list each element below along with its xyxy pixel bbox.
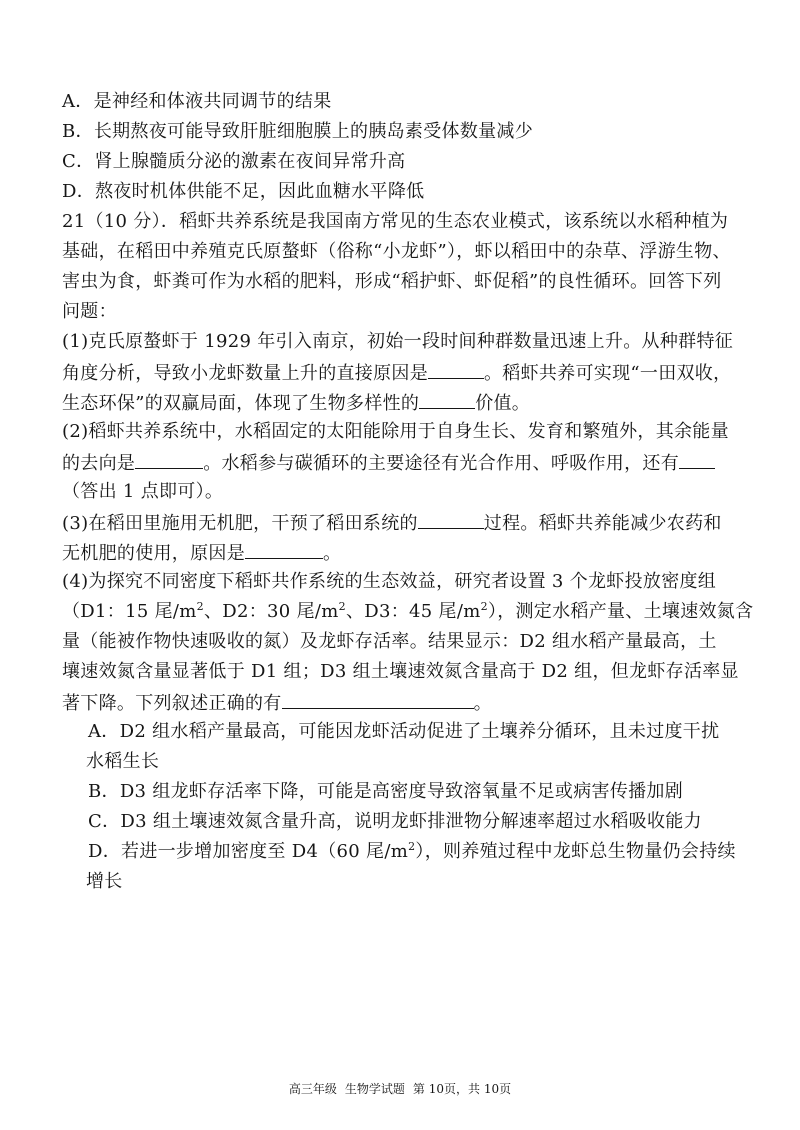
part-4-text: ），测定水稻产量、土壤速效氮含 <box>487 601 754 622</box>
answer-blank[interactable] <box>679 450 715 469</box>
question-21-intro-line: 害虫为食，虾粪可作为水稻的肥料，形成“稻护虾、虾促稻”的良性循环。回答下列 <box>62 271 722 292</box>
footer-subject: 生物学试题 <box>344 1082 405 1096</box>
footer-page-number: 第 10页，共 10页 <box>412 1082 512 1096</box>
part-2-line <box>62 450 715 476</box>
part-4-text: 。 <box>473 693 492 714</box>
superscript: 2 <box>408 840 416 853</box>
part-1-line <box>62 360 731 386</box>
part-3-line <box>62 510 722 536</box>
option-b: B．D3 组龙虾存活率下降，可能是高密度导致溶氧量不足或病害传播加剧 <box>88 781 684 802</box>
part-4-text: 、D2：30 尾/m <box>203 601 339 622</box>
answer-blank[interactable] <box>428 360 484 379</box>
option-c: C．D3 组土壤速效氮含量升高，说明龙虾排泄物分解速率超过水稻吸收能力 <box>88 811 702 832</box>
part-4-line: (4)为探究不同密度下稻虾共作系统的生态效益，研究者设置 3 个龙虾投放密度组 <box>62 571 717 592</box>
option-a: A．D2 组水稻产量最高，可能因龙虾活动促进了土壤养分循环，且未过度干扰 <box>88 721 720 742</box>
part-1-line <box>62 390 530 416</box>
part-4-line <box>62 690 492 716</box>
page-footer <box>0 1081 800 1097</box>
option-b-prev: B．长期熬夜可能导致肝脏细胞膜上的胰岛素受体数量减少 <box>62 121 534 142</box>
part-3-text: 过程。稻虾共养能减少农药和 <box>483 513 722 534</box>
part-1-text: 。稻虾共养可实现“一田双收， <box>484 363 732 384</box>
footer-grade: 高三年级 <box>288 1082 337 1096</box>
part-4-text: （D1：15 尾/m <box>62 601 197 622</box>
part-2-line: (2)稻虾共养系统中，水稻固定的太阳能除用于自身生长、发育和繁殖外，其余能量 <box>62 421 729 442</box>
question-21-intro-line: 21（10 分）．稻虾共养系统是我国南方常见的生态农业模式，该系统以水稻种植为 <box>62 211 729 232</box>
option-a-cont: 水稻生长 <box>86 751 160 772</box>
superscript: 2 <box>196 600 204 613</box>
option-d-prev: D．熬夜时机体供能不足，因此血糖水平降低 <box>62 181 425 202</box>
part-4-line: 量（能被作物快速吸收的氮）及龙虾存活率。结果显示：D2 组水稻产量最高，土 <box>62 631 717 652</box>
option-c-prev: C．肾上腺髓质分泌的激素在夜间异常升高 <box>62 151 406 172</box>
part-3-text: (3)在稻田里施用无机肥，干预了稻田系统的 <box>62 513 418 534</box>
option-d-text: D．若进一步增加密度至 D4（60 尾/m <box>88 841 409 862</box>
part-2-line: （答出 1 点即可）。 <box>62 481 224 502</box>
answer-blank[interactable] <box>245 540 323 559</box>
part-3-text: 无机肥的使用，原因是 <box>62 543 245 564</box>
option-a-prev: A．是神经和体液共同调节的结果 <box>62 91 332 112</box>
part-4-line <box>62 600 753 624</box>
answer-blank[interactable] <box>282 690 474 709</box>
part-4-text: 、D3：45 尾/m <box>345 601 481 622</box>
answer-blank[interactable] <box>418 510 484 529</box>
option-d-text: ），则养殖过程中龙虾总生物量仍会持续 <box>415 841 736 862</box>
part-4-line: 壤速效氮含量显著低于 D1 组；D3 组土壤速效氮含量高于 D2 组，但龙虾存活率显 <box>62 661 739 682</box>
part-1-text: 角度分析，导致小龙虾数量上升的直接原因是 <box>62 363 428 384</box>
superscript: 2 <box>338 600 346 613</box>
part-1-text: 生态环保”的双赢局面，体现了生物多样性的 <box>62 393 420 414</box>
question-21-intro-line: 基础，在稻田中养殖克氏原螯虾（俗称“小龙虾”），虾以稻田中的杂草、浮游生物、 <box>62 241 731 262</box>
part-1-line: (1)克氏原螯虾于 1929 年引入南京，初始一段时间种群数量迅速上升。从种群特征 <box>62 331 734 352</box>
part-2-text: 。水稻参与碳循环的主要途径有光合作用、呼吸作用，还有 <box>203 453 680 474</box>
part-3-line <box>62 540 341 566</box>
superscript: 2 <box>480 600 488 613</box>
part-4-text: 著下降。下列叙述正确的有 <box>62 693 282 714</box>
question-21-intro-line: 问题： <box>62 301 117 322</box>
part-2-text: 的去向是 <box>62 453 136 474</box>
answer-blank[interactable] <box>419 390 475 409</box>
answer-blank[interactable] <box>135 450 203 469</box>
part-1-text: 价值。 <box>475 393 531 414</box>
option-d-cont: 增长 <box>86 871 123 892</box>
option-d <box>88 840 736 864</box>
part-3-text: 。 <box>323 543 342 564</box>
